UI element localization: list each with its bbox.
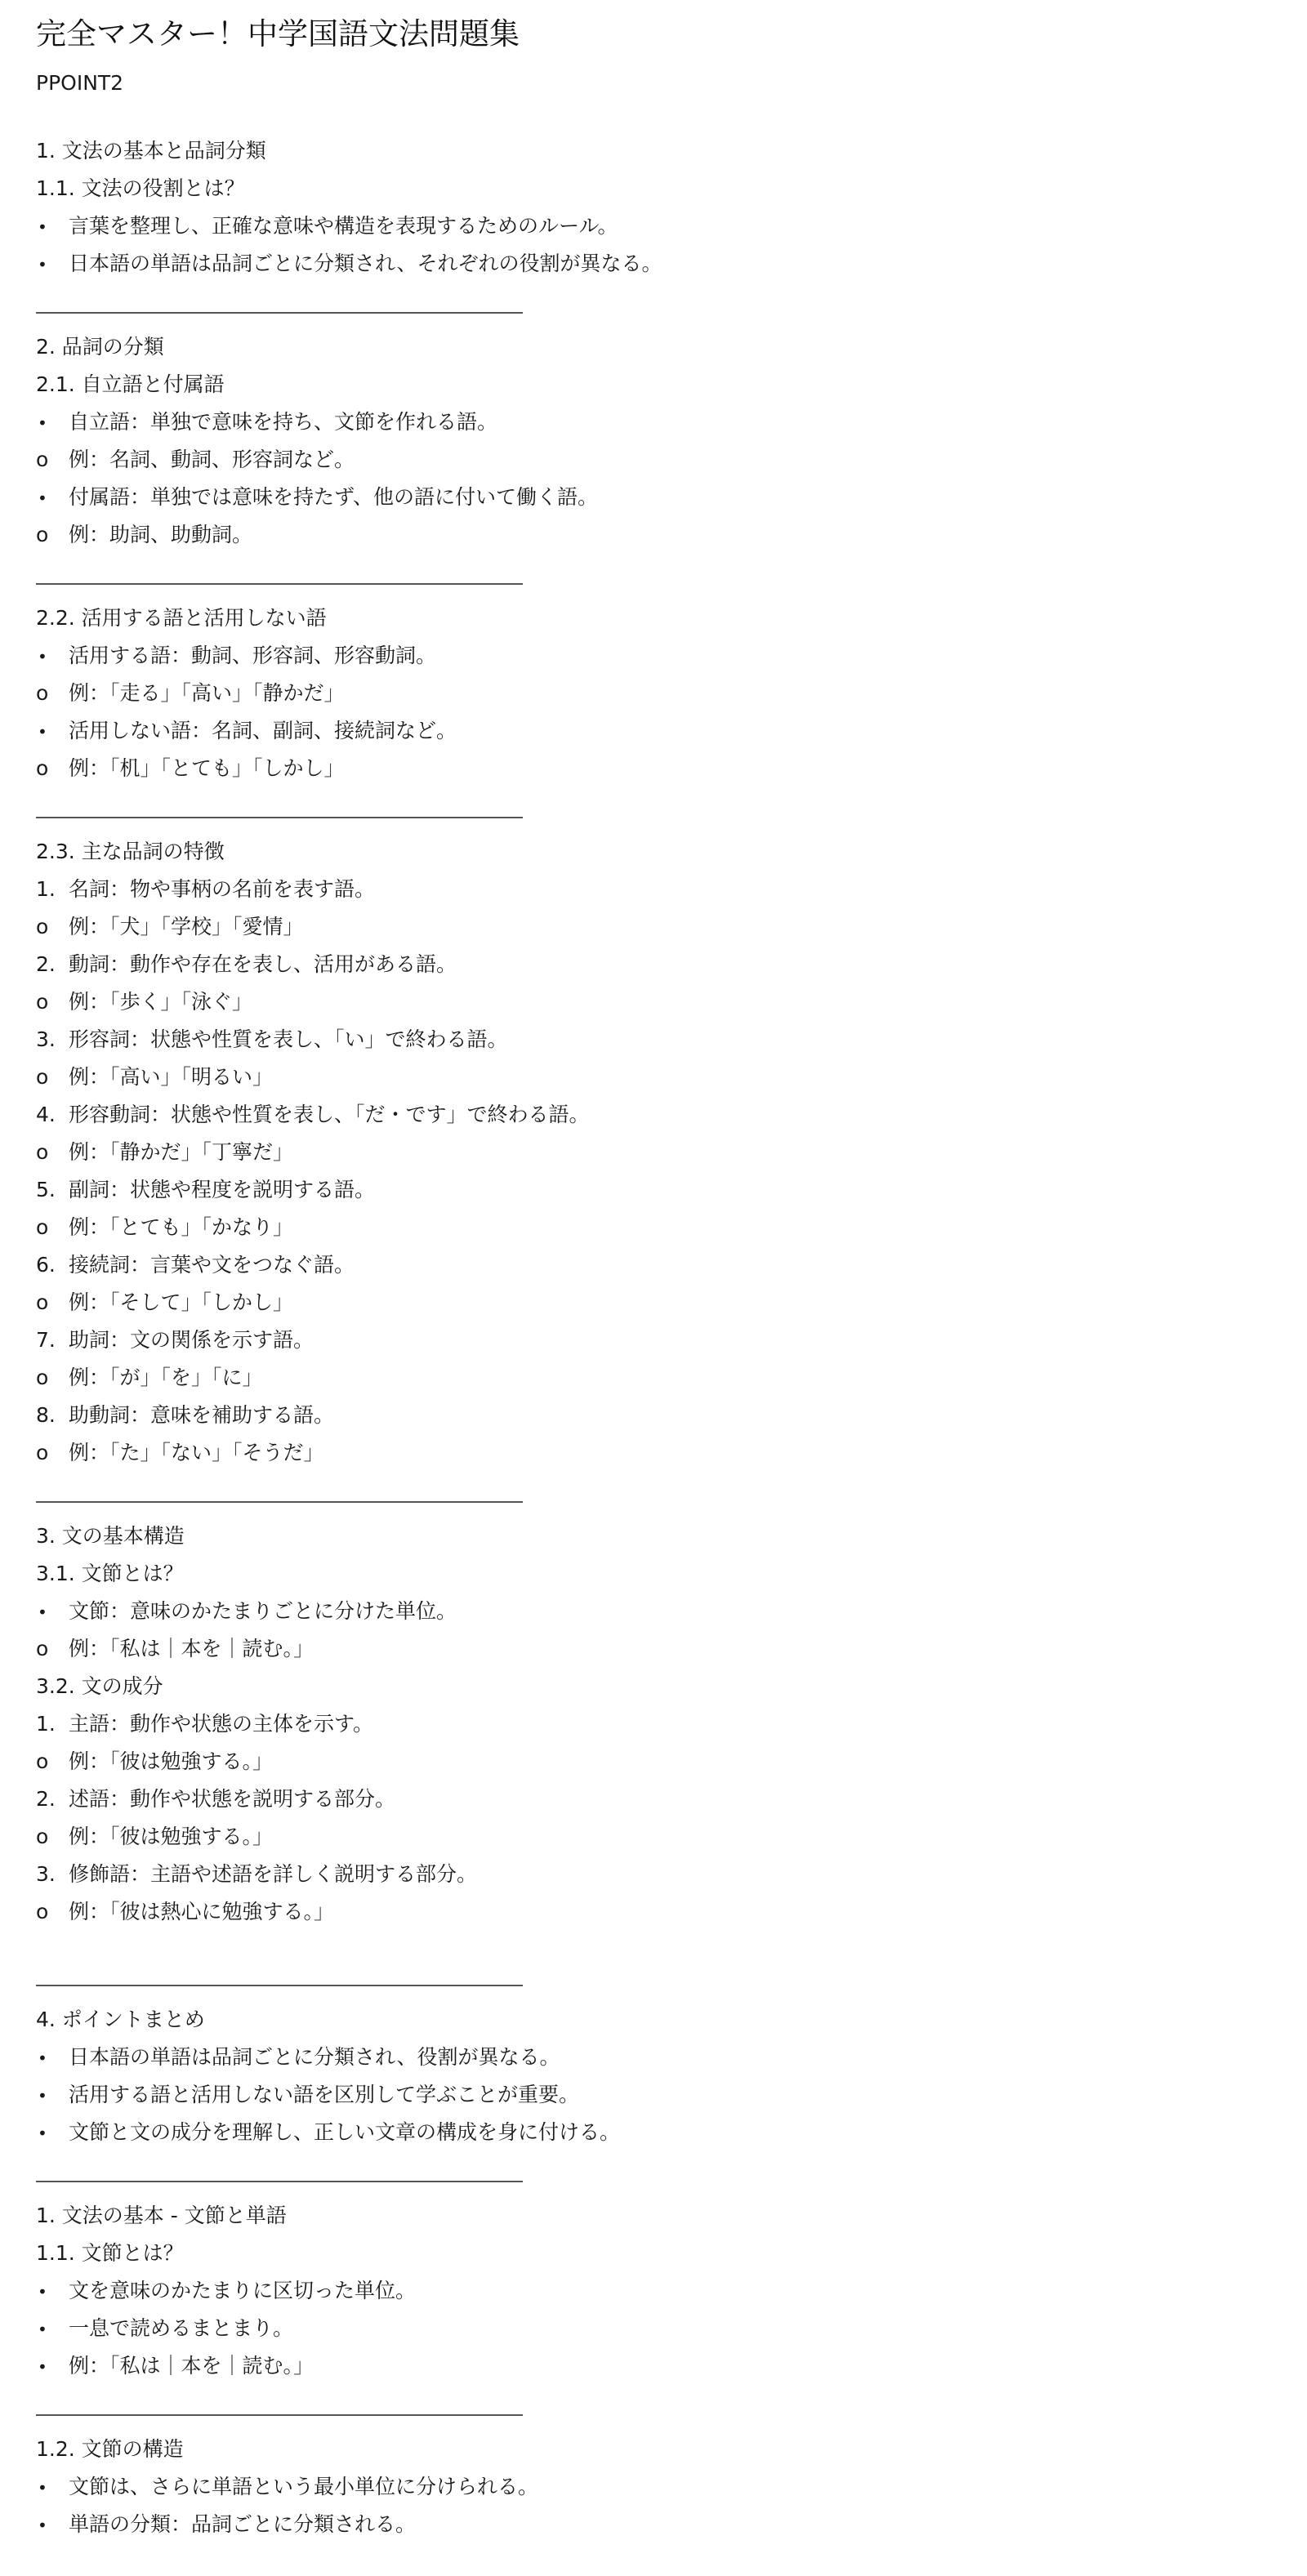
list-marker: •	[38, 255, 47, 274]
line-text: 例：「静かだ」「丁寧だ」	[69, 1140, 294, 1164]
section-divider	[36, 312, 523, 314]
line-text: 自立語：単独で意味を持ち、文節を作れる語。	[69, 410, 498, 434]
section	[36, 1501, 1271, 1931]
sub-item	[36, 441, 1271, 479]
list-marker: o	[36, 915, 49, 938]
section	[36, 1985, 1271, 2151]
list-marker: •	[38, 413, 47, 433]
section	[36, 132, 1271, 283]
heading-line	[36, 2431, 1271, 2468]
list-marker: 6.	[36, 1253, 56, 1277]
sub-item	[36, 1134, 1271, 1171]
sub-item	[36, 983, 1271, 1021]
bullet-item	[36, 637, 1271, 675]
line-text: 3.2. 文の成分	[36, 1674, 163, 1698]
heading-line	[36, 2235, 1271, 2272]
list-marker: 1.	[36, 1712, 56, 1736]
list-marker: •	[38, 2048, 47, 2068]
bullet-item	[36, 245, 1271, 283]
numbered-item	[36, 871, 1271, 908]
bullet-item	[36, 2468, 1271, 2506]
numbered-item	[36, 1856, 1271, 1893]
heading-line	[36, 132, 1271, 170]
list-marker: •	[38, 647, 47, 666]
numbered-item	[36, 1096, 1271, 1134]
bullet-item	[36, 2272, 1271, 2310]
line-text: 例：「走る」「高い」「静かだ」	[69, 681, 345, 705]
line-text: 単語の分類：品詞ごとに分類される。	[69, 2512, 417, 2536]
line-text: 例：名詞、動詞、形容詞など。	[69, 448, 355, 471]
numbered-item	[36, 1780, 1271, 1818]
line-text: 例：「彼は熱心に勉強する。」	[69, 1900, 335, 1923]
line-text: 例：「が」「を」「に」	[69, 1366, 263, 1389]
line-text: 2. 品詞の分類	[36, 335, 164, 359]
list-marker: o	[36, 681, 49, 705]
line-text: 例：助詞、助動詞。	[69, 523, 253, 546]
line-text: 例：「彼は勉強する。」	[69, 1825, 274, 1848]
line-text: 例：「彼は勉強する。」	[69, 1749, 274, 1773]
numbered-item	[36, 1021, 1271, 1058]
bullet-item	[36, 2347, 1271, 2385]
section-divider	[36, 1985, 523, 1986]
bullet-item	[36, 2506, 1271, 2543]
list-marker: •	[38, 1602, 47, 1622]
heading-line	[36, 2197, 1271, 2235]
section	[36, 312, 1271, 554]
line-text: 2.1. 自立語と付属語	[36, 372, 225, 396]
line-text: 日本語の単語は品詞ごとに分類され、役割が異なる。	[69, 2045, 560, 2069]
list-marker: •	[38, 2516, 47, 2535]
line-text: 動詞：動作や存在を表し、活用がある語。	[69, 952, 457, 976]
list-marker: o	[36, 1065, 49, 1089]
bullet-item	[36, 1593, 1271, 1630]
heading-line	[36, 170, 1271, 207]
sub-item	[36, 516, 1271, 554]
list-marker: o	[36, 1441, 49, 1464]
list-marker: 1.	[36, 877, 56, 901]
list-marker: 5.	[36, 1178, 56, 1201]
line-text: 活用しない語：名詞、副詞、接続詞など。	[69, 719, 457, 742]
section	[36, 817, 1271, 1472]
line-text: 助動詞：意味を補助する語。	[69, 1403, 335, 1427]
numbered-item	[36, 946, 1271, 983]
line-text: 文節と文の成分を理解し、正しい文章の構成を身に付ける。	[69, 2120, 621, 2144]
list-marker: •	[38, 722, 47, 742]
list-marker: 8.	[36, 1403, 56, 1427]
bullet-item	[36, 2076, 1271, 2114]
list-marker: •	[38, 488, 47, 508]
heading-line	[36, 1555, 1271, 1593]
numbered-item	[36, 1397, 1271, 1434]
heading-line	[36, 366, 1271, 403]
line-text: 例：「机」「とても」「しかし」	[69, 756, 345, 780]
line-text: 日本語の単語は品詞ごとに分類され、それぞれの役割が異なる。	[69, 252, 662, 275]
heading-line	[36, 833, 1271, 871]
heading-line	[36, 2001, 1271, 2039]
sub-item	[36, 750, 1271, 787]
bullet-item	[36, 207, 1271, 245]
line-text: 言葉を整理し、正確な意味や構造を表現するためのルール。	[69, 214, 618, 238]
heading-line	[36, 1518, 1271, 1555]
sub-item	[36, 1434, 1271, 1472]
heading-line	[36, 599, 1271, 637]
list-marker: o	[36, 1749, 49, 1773]
line-text: 2.3. 主な品詞の特徴	[36, 840, 225, 863]
list-marker: o	[36, 448, 49, 471]
line-text: 2.2. 活用する語と活用しない語	[36, 606, 327, 630]
list-marker: o	[36, 1215, 49, 1239]
line-text: 1.1. 文法の役割とは？	[36, 176, 245, 200]
line-text: 1. 文法の基本と品詞分類	[36, 139, 266, 163]
list-marker: •	[38, 2124, 47, 2143]
document-subtitle: PPOINT2	[36, 71, 124, 95]
numbered-item	[36, 1171, 1271, 1209]
list-marker: o	[36, 1825, 49, 1848]
sub-item	[36, 1058, 1271, 1096]
line-text: 例：「そして」「しかし」	[69, 1290, 294, 1314]
list-marker: o	[36, 756, 49, 780]
sub-item	[36, 675, 1271, 712]
section	[36, 2414, 1271, 2543]
list-marker: o	[36, 523, 49, 546]
line-text: 主語：動作や状態の主体を示す。	[69, 1712, 374, 1736]
list-marker: •	[38, 217, 47, 237]
line-text: 例：「犬」「学校」「愛情」	[69, 915, 304, 938]
bullet-item	[36, 479, 1271, 516]
list-marker: 7.	[36, 1328, 56, 1352]
sub-item	[36, 908, 1271, 946]
bullet-item	[36, 403, 1271, 441]
document-body	[36, 132, 1271, 2543]
list-marker: 2.	[36, 1787, 56, 1811]
list-marker: 3.	[36, 1027, 56, 1051]
list-marker: o	[36, 1140, 49, 1164]
line-text: 修飾語：主語や述語を詳しく説明する部分。	[69, 1862, 478, 1886]
document-title: 完全マスター！中学国語文法問題集	[36, 16, 520, 51]
line-text: 述語：動作や状態を説明する部分。	[69, 1787, 396, 1811]
line-text: 形容詞：状態や性質を表し、「い」で終わる語。	[69, 1027, 508, 1051]
list-marker: o	[36, 1900, 49, 1923]
sub-item	[36, 1818, 1271, 1856]
list-marker: •	[38, 2478, 47, 2498]
line-text: 1. 文法の基本 - 文節と単語	[36, 2204, 287, 2227]
line-text: 例：「た」「ない」「そうだ」	[69, 1441, 324, 1464]
list-marker: 2.	[36, 952, 56, 976]
sub-item	[36, 1893, 1271, 1931]
section-divider	[36, 583, 523, 585]
line-text: 助詞：文の関係を示す語。	[69, 1328, 314, 1352]
section-divider	[36, 817, 523, 818]
sub-item	[36, 1743, 1271, 1780]
sub-item	[36, 1359, 1271, 1397]
line-text: 名詞：物や事柄の名前を表す語。	[69, 877, 376, 901]
line-text: 例：「歩く」「泳ぐ」	[69, 990, 253, 1014]
section-divider	[36, 2181, 523, 2182]
line-text: 副詞：状態や程度を説明する語。	[69, 1178, 376, 1201]
line-text: 1.1. 文節とは？	[36, 2241, 184, 2265]
numbered-item	[36, 1246, 1271, 1284]
line-text: 活用する語：動詞、形容詞、形容動詞。	[69, 644, 437, 667]
line-text: 例：「とても」「かなり」	[69, 1215, 294, 1239]
list-marker: 4.	[36, 1103, 56, 1126]
sub-item	[36, 1284, 1271, 1321]
list-marker: o	[36, 1366, 49, 1389]
sub-item	[36, 1209, 1271, 1246]
bullet-item	[36, 2114, 1271, 2151]
heading-line	[36, 328, 1271, 366]
line-text: 4. ポイントまとめ	[36, 2008, 205, 2031]
bullet-item	[36, 2039, 1271, 2076]
sub-item	[36, 1630, 1271, 1668]
section	[36, 2181, 1271, 2385]
numbered-item	[36, 1321, 1271, 1359]
bullet-item	[36, 2310, 1271, 2347]
numbered-item	[36, 1705, 1271, 1743]
section	[36, 583, 1271, 787]
line-text: 接続詞：言葉や文をつなぐ語。	[69, 1253, 355, 1277]
line-text: 例：「私は｜本を｜読む。」	[69, 1637, 314, 1660]
list-marker: 3.	[36, 1862, 56, 1886]
line-text: 活用する語と活用しない語を区別して学ぶことが重要。	[69, 2083, 580, 2106]
list-marker: •	[38, 2357, 47, 2377]
section-divider	[36, 2414, 523, 2416]
section-divider	[36, 1501, 523, 1503]
line-text: 3.1. 文節とは？	[36, 1562, 184, 1585]
list-marker: o	[36, 1637, 49, 1660]
line-text: 1.2. 文節の構造	[36, 2437, 184, 2461]
line-text: 3. 文の基本構造	[36, 1524, 185, 1548]
line-text: 一息で読めるまとまり。	[69, 2316, 294, 2340]
list-marker: o	[36, 1290, 49, 1314]
list-marker: •	[38, 2086, 47, 2106]
list-marker: •	[38, 2282, 47, 2302]
list-marker: •	[38, 2320, 47, 2339]
line-text: 文を意味のかたまりに区切った単位。	[69, 2279, 417, 2302]
list-marker: o	[36, 990, 49, 1014]
line-text: 例：「高い」「明るい」	[69, 1065, 274, 1089]
bullet-item	[36, 712, 1271, 750]
line-text: 付属語：単独では意味を持たず、他の語に付いて働く語。	[69, 485, 599, 509]
line-text: 形容動詞：状態や性質を表し、「だ・です」で終わる語。	[69, 1103, 590, 1126]
heading-line	[36, 1668, 1271, 1705]
line-text: 文節：意味のかたまりごとに分けた単位。	[69, 1599, 457, 1623]
line-text: 例：「私は｜本を｜読む。」	[69, 2354, 314, 2378]
line-text: 文節は、さらに単語という最小単位に分けられる。	[69, 2475, 539, 2498]
